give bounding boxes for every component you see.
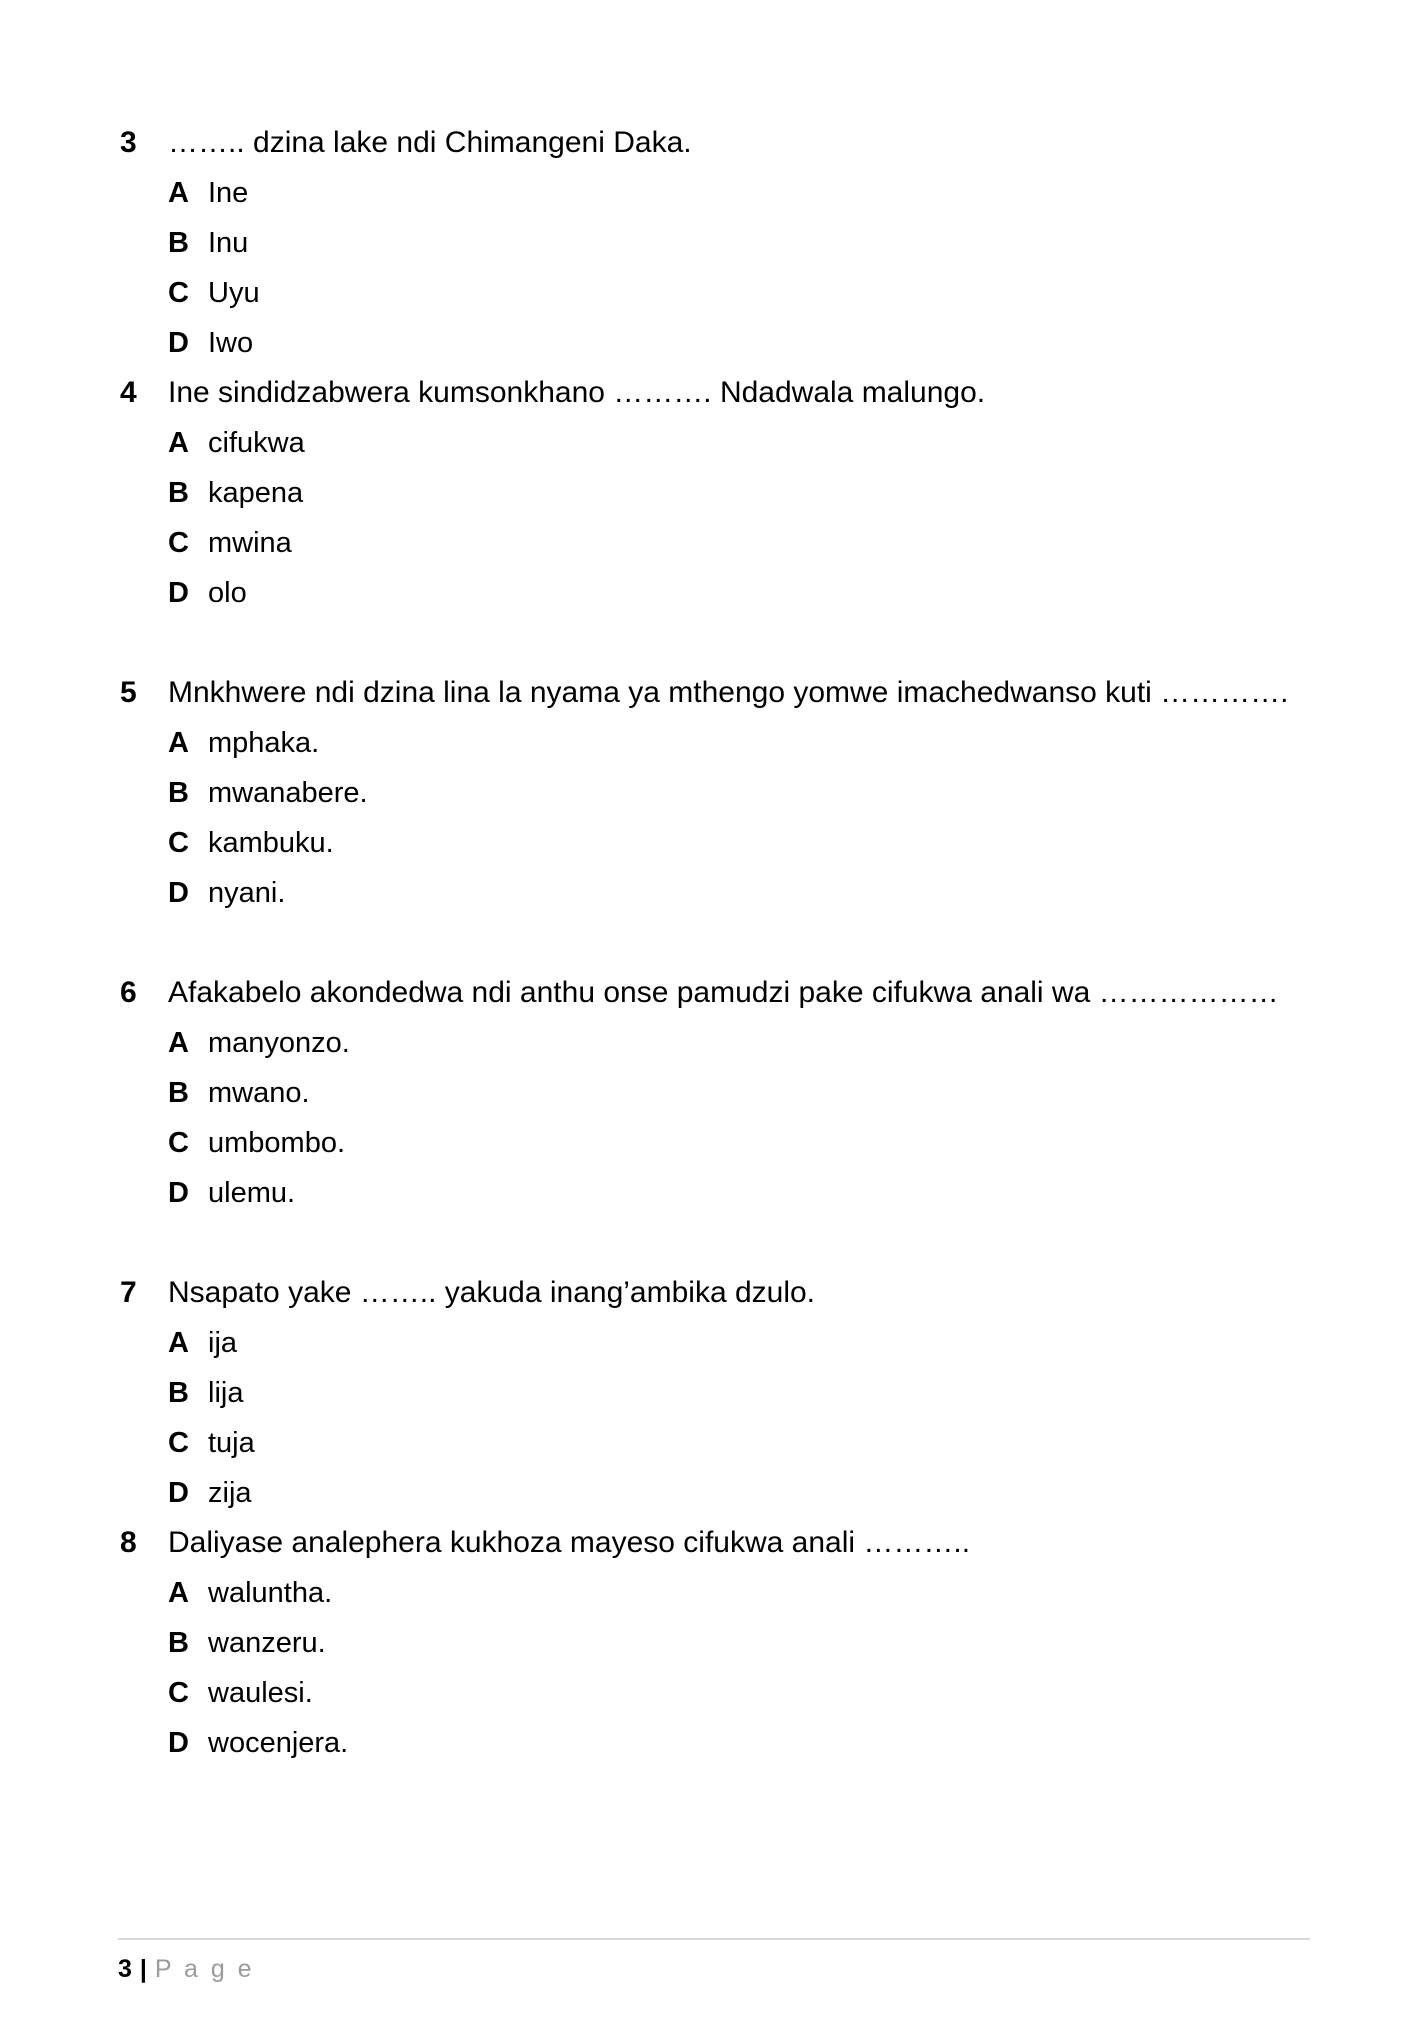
option-letter: D: [168, 1727, 189, 1759]
option-text: mphaka.: [208, 727, 320, 759]
option-item[interactable]: [120, 518, 1310, 568]
block-spacer: [120, 1218, 1310, 1268]
footer-separator: |: [139, 1955, 148, 1983]
page-footer: [118, 1938, 1310, 1986]
question-stem: [120, 968, 1310, 1018]
block-spacer: [120, 918, 1310, 968]
option-item[interactable]: [120, 468, 1310, 518]
question-number: 8: [120, 1526, 137, 1559]
option-text: lija: [208, 1377, 244, 1409]
option-item[interactable]: [120, 718, 1310, 768]
option-letter: C: [168, 527, 189, 559]
option-text: kambuku.: [208, 827, 334, 859]
question-block: [120, 368, 1310, 618]
option-text: waluntha.: [208, 1577, 333, 1609]
option-item[interactable]: [120, 1718, 1310, 1768]
option-item[interactable]: [120, 568, 1310, 618]
question-block: [120, 1268, 1310, 1518]
footer-page-label: P a g e: [154, 1955, 255, 1983]
question-text: Mnkhwere ndi dzina lina la nyama ya mthengo yomwe imachedwanso kuti ………….: [168, 676, 1289, 709]
option-letter: C: [168, 277, 189, 309]
question-number: 4: [120, 376, 137, 409]
option-text: Ine: [208, 177, 249, 209]
option-list: [120, 1318, 1310, 1518]
option-letter: A: [168, 1577, 189, 1609]
option-text: Uyu: [208, 277, 260, 309]
option-letter: A: [168, 177, 189, 209]
question-stem: [120, 118, 1310, 168]
option-item[interactable]: [120, 168, 1310, 218]
footer-divider: [118, 1938, 1310, 1940]
option-item[interactable]: [120, 1018, 1310, 1068]
question-number: 5: [120, 676, 137, 709]
option-item[interactable]: [120, 268, 1310, 318]
option-item[interactable]: [120, 768, 1310, 818]
option-item[interactable]: [120, 818, 1310, 868]
option-text: olo: [208, 577, 247, 609]
option-text: ija: [208, 1327, 238, 1359]
option-item[interactable]: [120, 1468, 1310, 1518]
question-text: Ine sindidzabwera kumsonkhano ………. Ndadwala malungo.: [168, 376, 986, 409]
question-text: Nsapato yake …….. yakuda inang’ambika dzulo.: [168, 1276, 816, 1309]
option-item[interactable]: [120, 1318, 1310, 1368]
option-item[interactable]: [120, 1068, 1310, 1118]
option-text: wanzeru.: [208, 1627, 326, 1659]
option-text: kapena: [208, 477, 304, 509]
option-item[interactable]: [120, 1368, 1310, 1418]
option-item[interactable]: [120, 1168, 1310, 1218]
option-text: umbombo.: [208, 1127, 346, 1159]
question-block: [120, 668, 1310, 918]
question-number: 6: [120, 976, 137, 1009]
option-text: ulemu.: [208, 1177, 296, 1209]
option-text: mwano.: [208, 1077, 310, 1109]
option-letter: B: [168, 1077, 189, 1109]
option-letter: B: [168, 1627, 189, 1659]
option-letter: C: [168, 1677, 189, 1709]
option-letter: A: [168, 1327, 189, 1359]
option-item[interactable]: [120, 1418, 1310, 1468]
question-text: …….. dzina lake ndi Chimangeni Daka.: [168, 126, 692, 159]
option-item[interactable]: [120, 1568, 1310, 1618]
question-stem: [120, 368, 1310, 418]
option-text: nyani.: [208, 877, 286, 909]
option-text: zija: [208, 1477, 252, 1509]
option-letter: B: [168, 227, 189, 259]
option-item[interactable]: [120, 868, 1310, 918]
option-letter: B: [168, 1377, 189, 1409]
question-text: Afakabelo akondedwa ndi anthu onse pamudzi pake cifukwa anali wa ………………: [168, 976, 1279, 1009]
option-letter: B: [168, 777, 189, 809]
option-item[interactable]: [120, 318, 1310, 368]
question-number: 7: [120, 1276, 137, 1309]
footer-page-number: 3: [118, 1955, 133, 1983]
option-text: Iwo: [208, 327, 254, 359]
option-letter: B: [168, 477, 189, 509]
option-text: waulesi.: [208, 1677, 313, 1709]
option-letter: D: [168, 877, 189, 909]
option-text: cifukwa: [208, 427, 305, 459]
option-letter: D: [168, 1177, 189, 1209]
option-list: [120, 168, 1310, 368]
block-spacer: [120, 618, 1310, 668]
question-block: [120, 968, 1310, 1218]
option-text: mwina: [208, 527, 292, 559]
footer-content: [118, 1952, 1310, 1986]
option-letter: C: [168, 1127, 189, 1159]
option-letter: A: [168, 427, 189, 459]
option-item[interactable]: [120, 1118, 1310, 1168]
question-block: [120, 1518, 1310, 1768]
option-letter: A: [168, 1027, 189, 1059]
option-letter: C: [168, 1427, 189, 1459]
option-list: [120, 418, 1310, 618]
option-text: mwanabere.: [208, 777, 368, 809]
question-stem: [120, 668, 1310, 718]
question-number: 3: [120, 126, 137, 159]
option-list: [120, 1018, 1310, 1218]
option-text: wocenjera.: [208, 1727, 349, 1759]
option-list: [120, 718, 1310, 918]
option-text: manyonzo.: [208, 1027, 350, 1059]
option-letter: A: [168, 727, 189, 759]
option-item[interactable]: [120, 1618, 1310, 1668]
option-letter: D: [168, 577, 189, 609]
question-stem: [120, 1518, 1310, 1568]
question-text: Daliyase analephera kukhoza mayeso cifukwa anali ………..: [168, 1526, 971, 1559]
question-block: [120, 118, 1310, 368]
option-letter: D: [168, 327, 189, 359]
option-letter: D: [168, 1477, 189, 1509]
option-text: tuja: [208, 1427, 255, 1459]
question-stem: [120, 1268, 1310, 1318]
option-text: Inu: [208, 227, 249, 259]
option-item[interactable]: [120, 418, 1310, 468]
questions-container: [120, 118, 1310, 1768]
option-letter: C: [168, 827, 189, 859]
option-item[interactable]: [120, 1668, 1310, 1718]
option-list: [120, 1568, 1310, 1768]
option-item[interactable]: [120, 218, 1310, 268]
